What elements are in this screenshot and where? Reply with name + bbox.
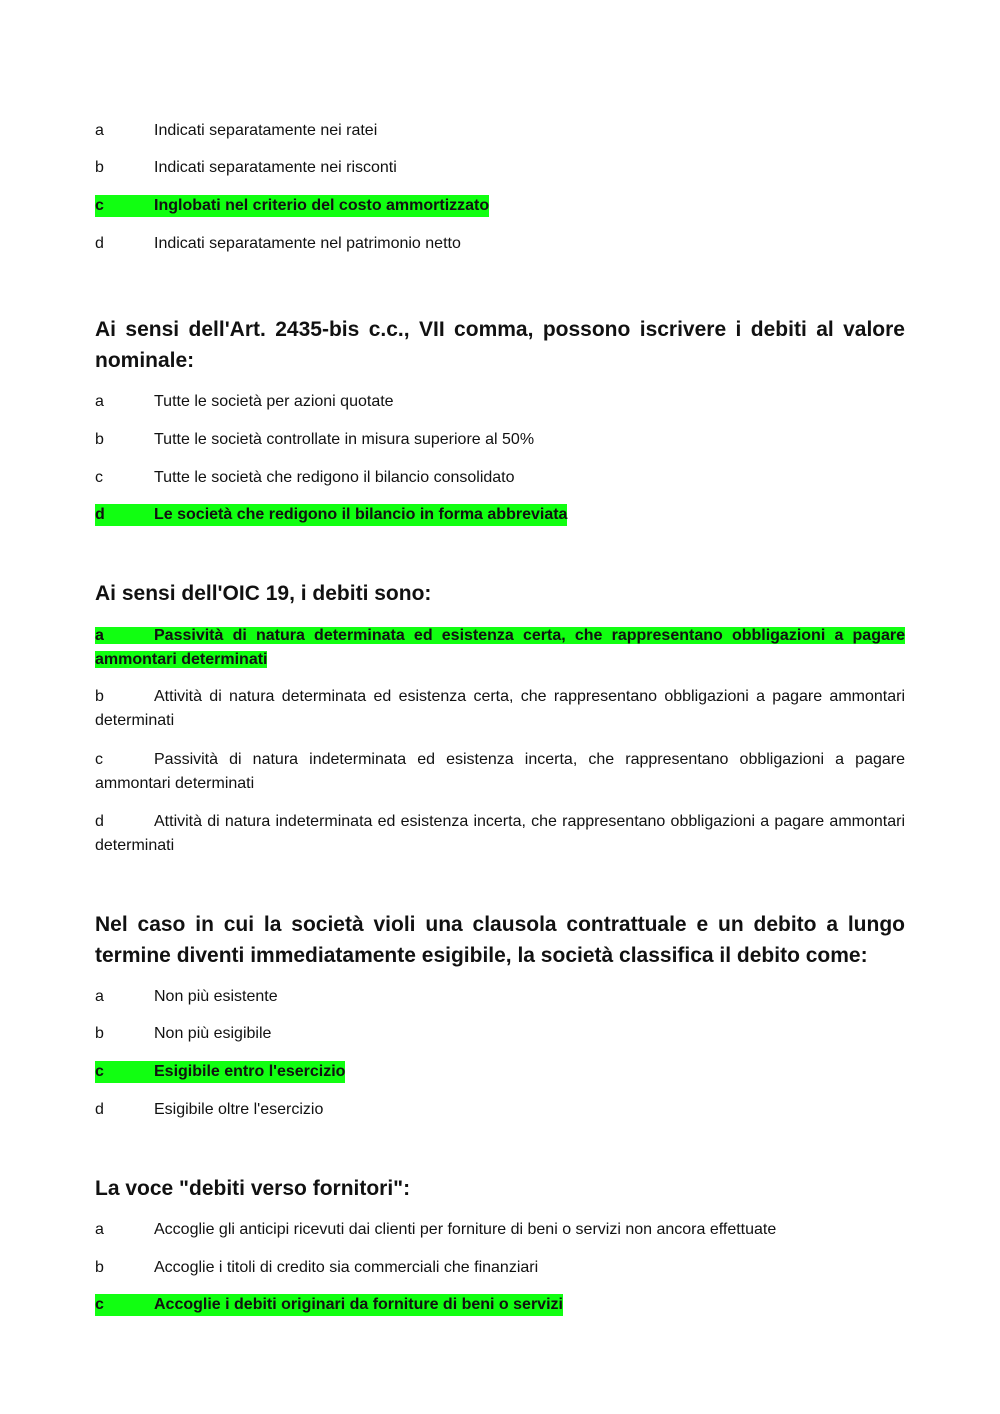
- option-letter: b: [95, 1259, 104, 1276]
- option-a: [95, 120, 377, 142]
- option-text: Attività di natura indeterminata ed esistenza incerta, che rappresentano obbligazioni a pagare ammontari determinati: [95, 813, 905, 854]
- option-text: Passività di natura determinata ed esistenza certa, che rappresentano obbligazioni a pagare ammontari determinati: [95, 627, 905, 668]
- option-text: Attività di natura determinata ed esistenza certa, che rappresentano obbligazioni a pagare ammontari determinati: [95, 688, 905, 729]
- option-text: Le società che redigono il bilancio in forma abbreviata: [154, 506, 568, 523]
- option-text: Tutte le società per azioni quotate: [154, 393, 394, 410]
- option-text: Non più esigibile: [154, 1025, 272, 1042]
- option-d: [95, 810, 905, 858]
- option-b: [95, 157, 397, 179]
- option-letter: c: [95, 1063, 104, 1080]
- option-a: [95, 1219, 776, 1241]
- option-letter: d: [95, 813, 104, 830]
- option-a-correct: [95, 624, 905, 672]
- question-heading: La voce "debiti verso fornitori":: [95, 1177, 411, 1200]
- option-text: Indicati separatamente nei ratei: [154, 122, 378, 139]
- option-b: [95, 429, 534, 451]
- question-heading: Nel caso in cui la società violi una clausola contrattuale e un debito a lungo termine diventi immediatamente esigibile, la società classifica il debito come:: [95, 913, 905, 967]
- option-b: [95, 1023, 271, 1045]
- option-letter: c: [95, 197, 104, 214]
- option-text: Tutte le società che redigono il bilancio consolidato: [154, 469, 515, 486]
- option-letter: c: [95, 1296, 104, 1313]
- option-letter: b: [95, 1025, 104, 1042]
- option-letter: a: [95, 627, 104, 644]
- option-text: Tutte le società controllate in misura superiore al 50%: [154, 431, 535, 448]
- option-text: Non più esistente: [154, 988, 278, 1005]
- option-letter: c: [95, 469, 103, 486]
- option-letter: a: [95, 988, 104, 1005]
- option-letter: d: [95, 1101, 104, 1118]
- question-heading: Ai sensi dell'Art. 2435-bis c.c., VII comma, possono iscrivere i debiti al valore nominale:: [95, 318, 905, 372]
- option-d: [95, 233, 461, 255]
- option-c-correct: [95, 1294, 563, 1316]
- option-c-correct: [95, 195, 489, 217]
- option-c-correct: [95, 1061, 345, 1083]
- option-letter: b: [95, 688, 104, 705]
- option-a: [95, 391, 394, 413]
- option-letter: d: [95, 506, 105, 523]
- option-b: [95, 1257, 538, 1279]
- option-text: Esigibile oltre l'esercizio: [154, 1101, 324, 1118]
- option-letter: c: [95, 751, 103, 768]
- option-text: Accoglie gli anticipi ricevuti dai clienti per forniture di beni o servizi non ancora effettuate: [154, 1221, 777, 1238]
- option-text: Inglobati nel criterio del costo ammortizzato: [154, 197, 490, 214]
- question-heading: Ai sensi dell'OIC 19, i debiti sono:: [95, 582, 432, 605]
- option-letter: d: [95, 235, 104, 252]
- option-d-correct: [95, 504, 567, 526]
- option-c: [95, 467, 515, 489]
- option-letter: a: [95, 1221, 104, 1238]
- option-text: Indicati separatamente nei risconti: [154, 159, 397, 176]
- option-b: [95, 685, 905, 733]
- option-letter: a: [95, 122, 104, 139]
- option-text: Esigibile entro l'esercizio: [154, 1063, 346, 1080]
- option-text: Accoglie i debiti originari da forniture di beni o servizi: [154, 1296, 563, 1313]
- option-letter: a: [95, 393, 104, 410]
- option-d: [95, 1099, 323, 1121]
- option-text: Indicati separatamente nel patrimonio netto: [154, 235, 461, 252]
- option-text: Accoglie i titoli di credito sia commerciali che finanziari: [154, 1259, 539, 1276]
- option-letter: b: [95, 159, 104, 176]
- option-a: [95, 986, 278, 1008]
- option-text: Passività di natura indeterminata ed esistenza incerta, che rappresentano obbligazioni a pagare ammontari determinati: [95, 751, 905, 792]
- option-letter: b: [95, 431, 104, 448]
- option-c: [95, 748, 905, 796]
